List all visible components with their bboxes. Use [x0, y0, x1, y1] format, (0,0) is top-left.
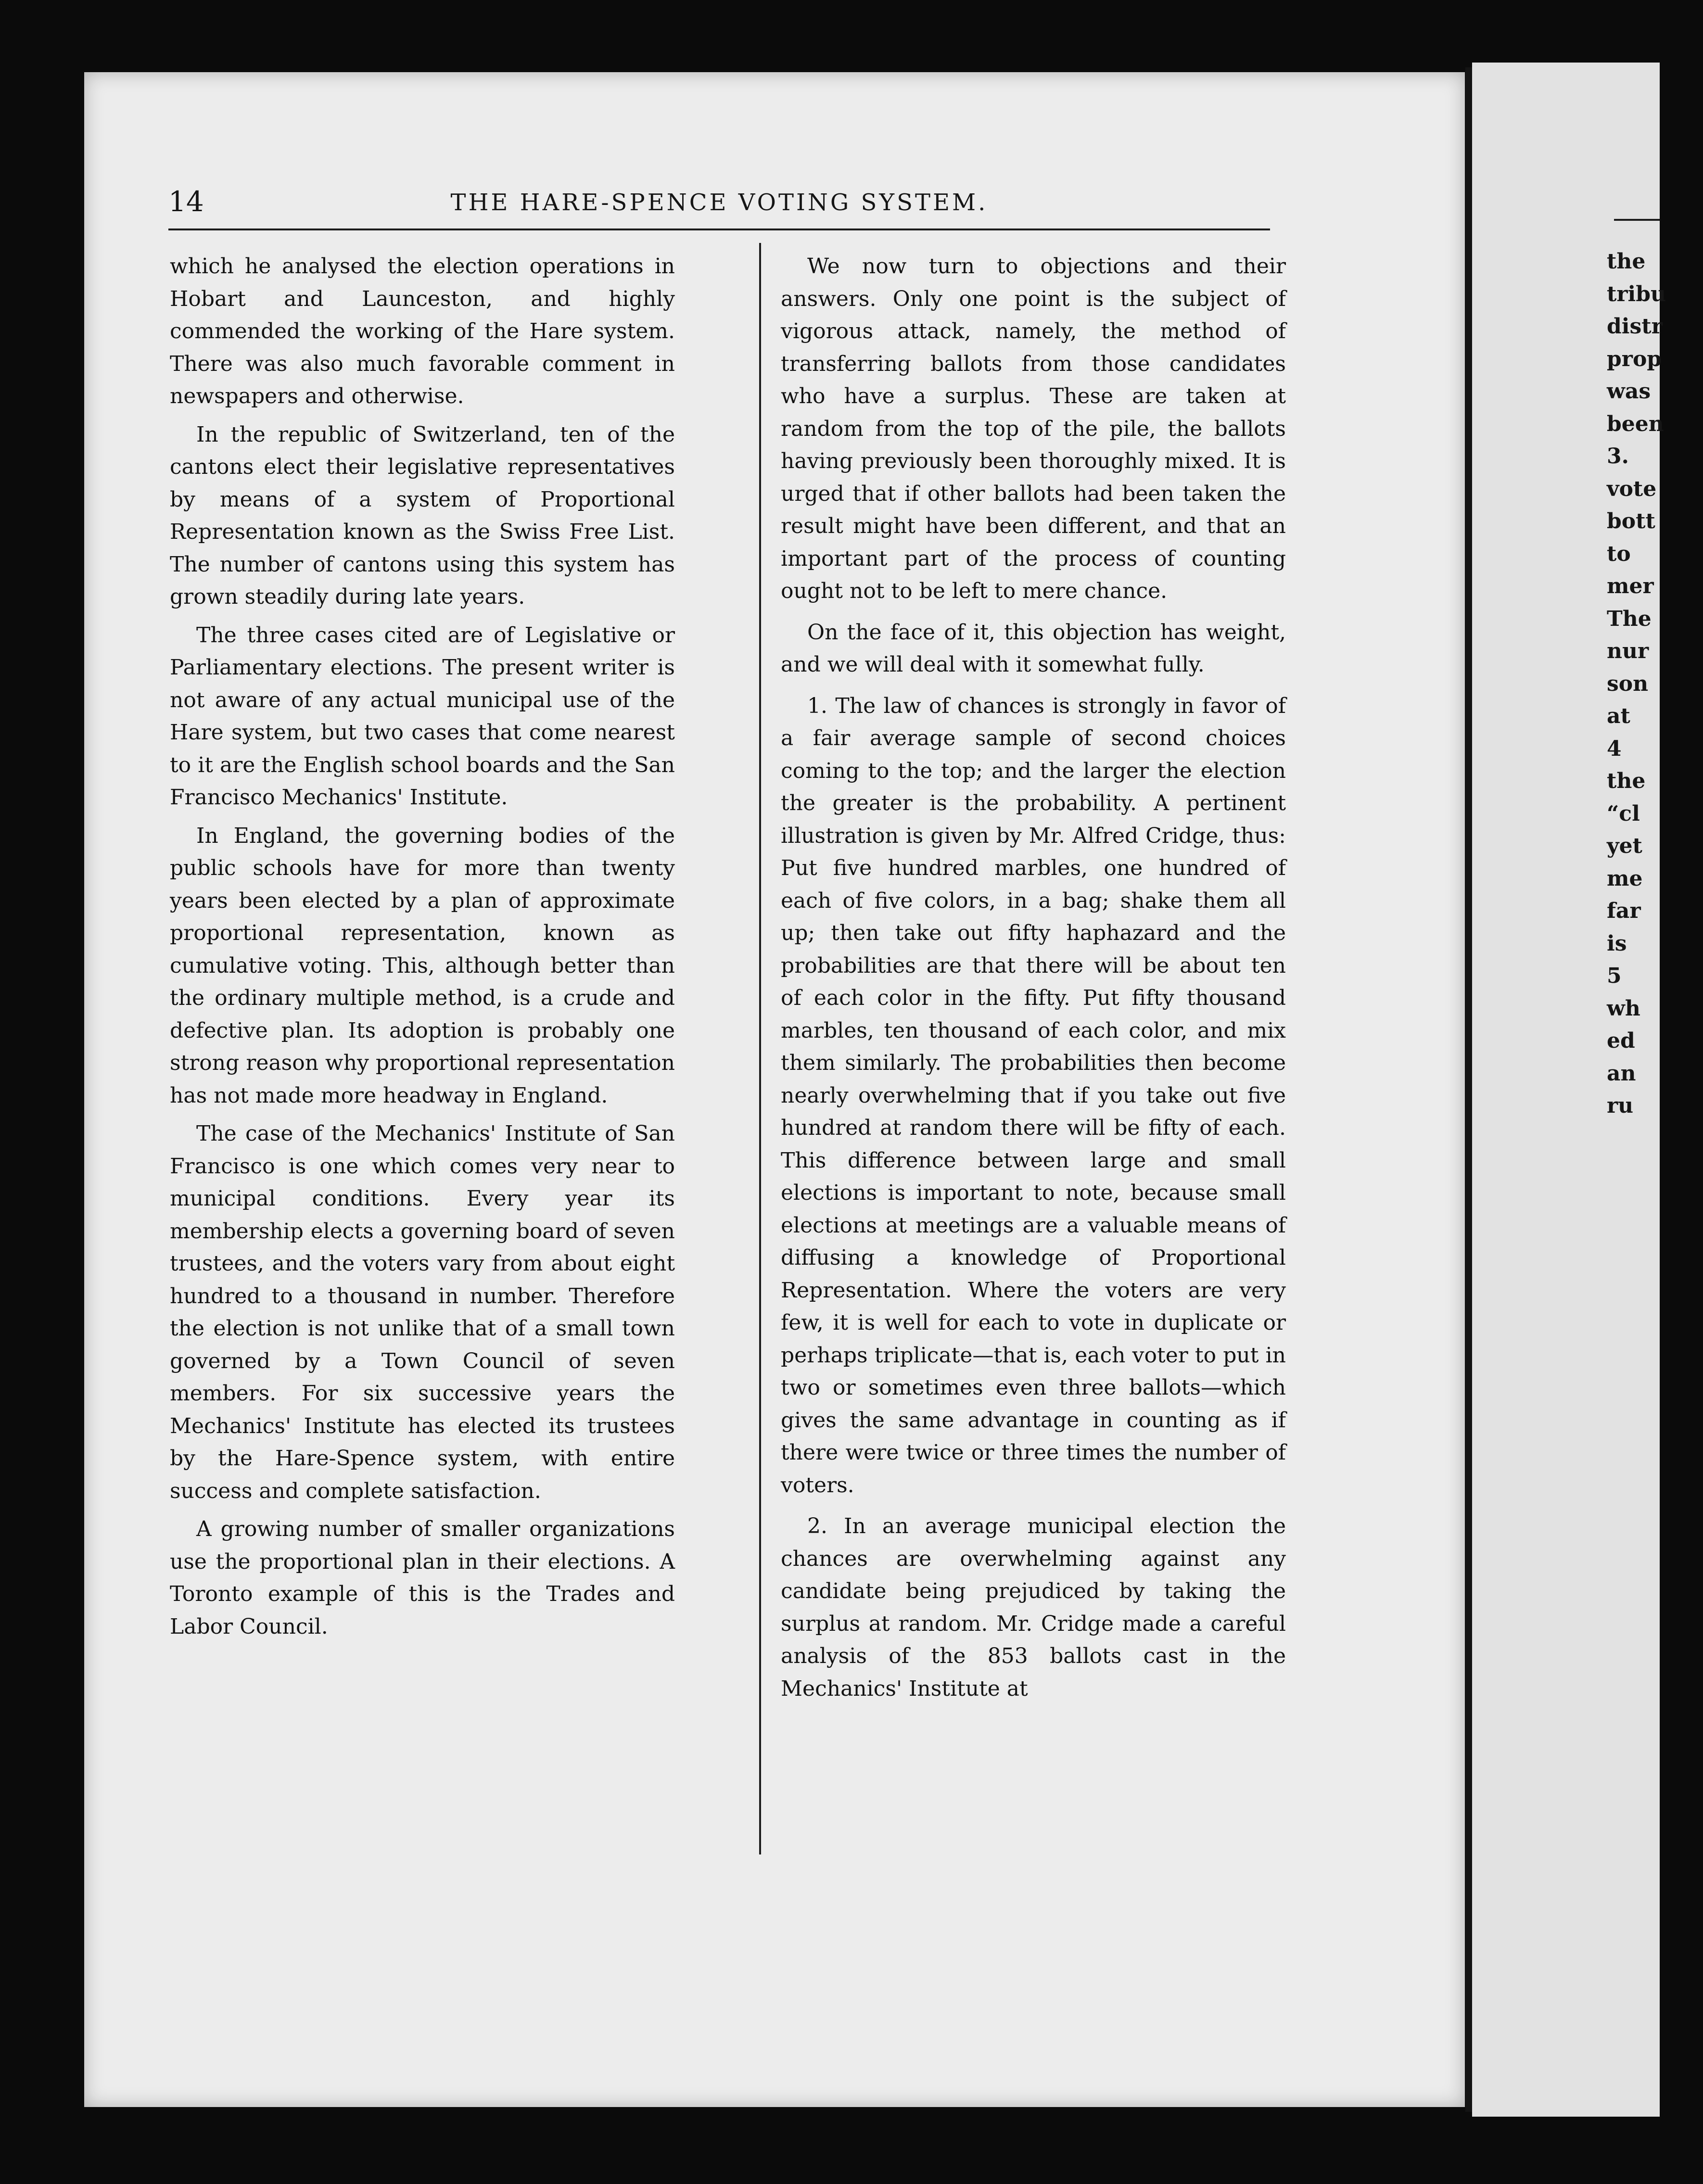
paragraph: 1. The law of chances is strongly in favor of a fair average sample of second choices coming to the top; and the larger the election the greater is the probability. A pertinent illustration is given by Mr. Alfred Cridge, thus: Put five hundred marbles, one hundred of each of five colors, in a bag; shake them all up; then take out fifty haphazard and the probabilities are that there will be about ten of each color in the fifty. Put fifty thousand marbles, ten thousand of each color, and mix them similarly. The probabilities then become nearly overwhelming that if you take out five hundred at random there will be fifty of each. This difference between large and small elections is important to note, because small elections at meetings are a valuable means of diffusing a knowledge of Proportional Representation. Where the voters are very few, it is well for each to vote in duplicate or perhaps triplicate—that is, each voter to put in two or sometimes even three ballots—which gives the same advantage in counting as if there were twice or three times the number of voters.	[781, 693, 1286, 1498]
paragraph: The three cases cited are of Legislative or Parliamentary elections. The present writer is not aware of any actual municipal use of the Hare system, but two cases that come nearest to it are the English school boards and the San Francisco Mechanics' Institute.	[170, 622, 675, 810]
edge-line: the	[1607, 769, 1646, 793]
edge-line: distr	[1607, 314, 1663, 339]
edge-line: an	[1607, 1061, 1636, 1086]
edge-line: far	[1607, 899, 1641, 923]
edge-line: ru	[1607, 1093, 1634, 1118]
edge-line: 4	[1607, 736, 1622, 761]
edge-line: been	[1607, 411, 1664, 436]
edge-line: nur	[1607, 639, 1649, 663]
book-gutter	[1465, 67, 1472, 2112]
left-column	[170, 250, 675, 1649]
page-number: 14	[168, 185, 204, 218]
edge-line: yet	[1607, 834, 1642, 858]
edge-line: prop	[1607, 346, 1662, 371]
edge-line: at	[1607, 704, 1630, 728]
edge-line: The	[1607, 606, 1652, 631]
edge-line: vote	[1607, 476, 1657, 501]
paragraph: We now turn to objections and their answers. Only one point is the subject of vigorous attack, namely, the method of transferring ballots from those candidates who have a surplus. These are taken at random from the top of the pile, the ballots having previously been thoroughly mixed. It is urged that if other ballots had been taken the result might have been different, and that an important part of the process of counting ought not to be left to mere chance.	[781, 254, 1286, 603]
paragraph: 2. In an average municipal election the chances are overwhelming against any candidate being prejudiced by taking the surplus at random. Mr. Cridge made a careful analysis of the 853 ballots cast in the Mechanics' Institute at	[781, 1514, 1286, 1701]
edge-line: is	[1607, 931, 1627, 956]
edge-line: me	[1607, 866, 1643, 891]
paragraph: In England, the governing bodies of the public schools have for more than twenty years been elected by a plan of approximate proportional representation, known as cumulative voting. This, although better than the ordinary multiple method, is a crude and defective plan. Its adoption is probably one strong reason why proportional representation has not made more headway in England.	[170, 823, 675, 1108]
edge-line: wh	[1607, 996, 1640, 1021]
edge-line: the	[1607, 249, 1646, 274]
edge-line: 5	[1607, 964, 1622, 988]
page-header	[168, 185, 1270, 229]
paragraph: A growing number of smaller organizations use the proportional plan in their elections. A Toronto example of this is the Trades and Labor Council.	[170, 1517, 675, 1639]
paragraph: which he analysed the election operations in Hobart and Launceston, and highly commended the working of the Hare system. There was also much favorable comment in newspapers and otherwise.	[170, 254, 675, 408]
edge-line: was	[1607, 379, 1651, 404]
edge-line: “cl	[1607, 801, 1640, 826]
column-divider	[759, 243, 761, 1854]
running-title: THE HARE-SPENCE VOTING SYSTEM.	[450, 189, 988, 216]
edge-line: mer	[1607, 574, 1654, 598]
edge-line: son	[1607, 671, 1649, 696]
right-column	[781, 250, 1286, 1714]
paragraph: The case of the Mechanics' Institute of San Francisco is one which comes very near to municipal conditions. Every year its membership elects a governing board of seven trustees, and the voters vary from about eight hundred to a thousand in number. Therefore the election is not unlike that of a small town governed by a Town Council of seven members. For six successive years the Mechanics' Institute has elected its trustees by the Hare-Spence system, with entire success and complete satisfaction.	[170, 1121, 675, 1503]
edge-line: ed	[1607, 1029, 1635, 1053]
paragraph: On the face of it, this objection has weight, and we will deal with it somewhat fully.	[781, 620, 1286, 677]
paragraph: In the republic of Switzerland, ten of the cantons elect their legislative representatives by means of a system of Proportional Representation known as the Swiss Free List. The number of cantons using this system has grown steadily during late years.	[170, 422, 675, 609]
edge-line: 3.	[1607, 444, 1629, 469]
edge-line: tribu	[1607, 281, 1666, 306]
edge-line: to	[1607, 541, 1631, 566]
header-rule	[168, 229, 1270, 230]
edge-line: bott	[1607, 509, 1655, 533]
next-page-text-fragments	[1607, 245, 1703, 1122]
next-page-header-rule	[1614, 219, 1660, 221]
